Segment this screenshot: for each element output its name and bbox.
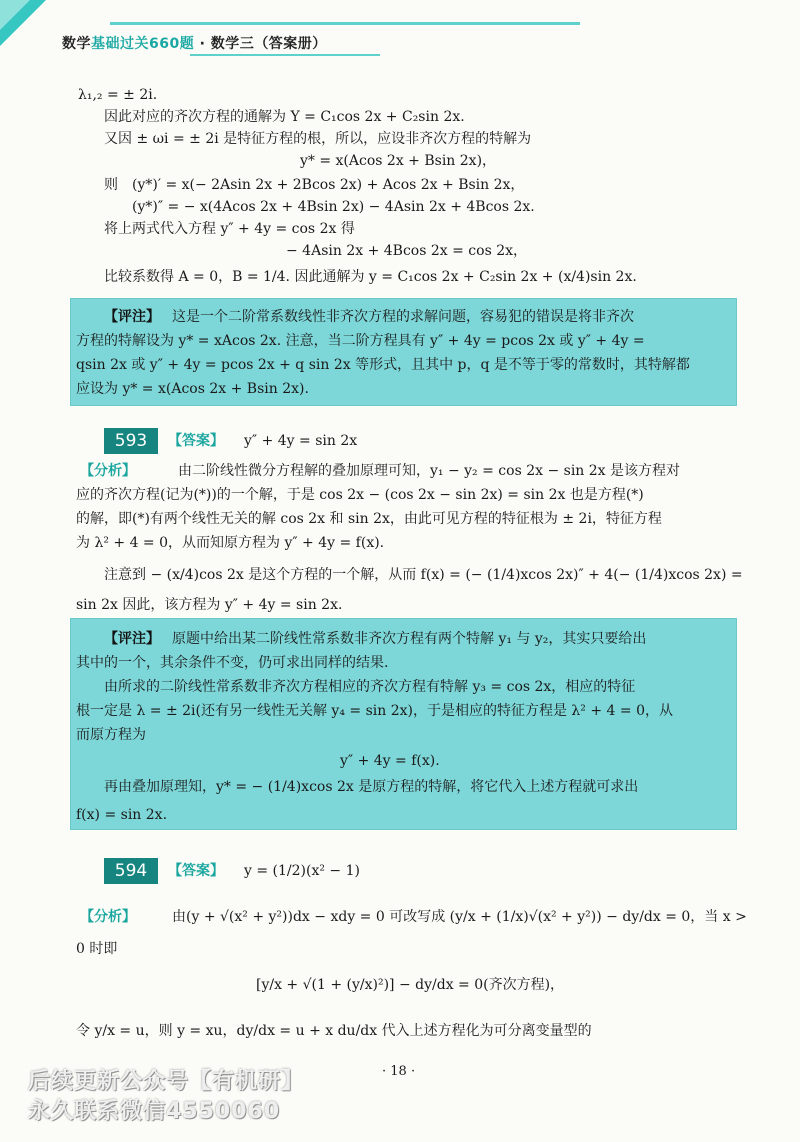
analysis-label: 【分析】	[80, 463, 136, 479]
corner-decoration-inner	[0, 0, 30, 30]
body-line: 则 (y*)′ = x(− 2Asin 2x + 2Bcos 2x) + Acos 2x + Bsin 2x，	[104, 177, 525, 193]
remark-line: 应设为 y* = x(Acos 2x + Bsin 2x).	[76, 381, 309, 397]
analysis-line: 由二阶线性微分方程解的叠加原理可知，y₁ − y₂ = cos 2x − sin 2x 是该方程对	[178, 463, 681, 479]
analysis-line: sin 2x 因此，该方程为 y″ + 4y = sin 2x.	[76, 597, 343, 613]
header-prefix: 数学	[62, 36, 91, 52]
analysis-line: 为 λ² + 4 = 0，从而知原方程为 y″ + 4y = f(x).	[76, 535, 385, 551]
watermark-line-2: 永久联系微信4550060	[28, 1099, 281, 1124]
problem-number-badge: 594	[104, 858, 158, 884]
analysis-line: 的解，即(*)有两个线性无关的解 cos 2x 和 sin 2x，由此可见方程的特征根为 ± 2i，特征方程	[76, 511, 662, 527]
header-rule-2	[190, 54, 380, 56]
body-line: 因此对应的齐次方程的通解为 Y = C₁cos 2x + C₂sin 2x.	[104, 109, 465, 125]
problem-number-badge: 593	[104, 428, 158, 454]
analysis-line: 应的齐次方程(记为(*))的一个解，于是 cos 2x − (cos 2x − sin 2x) = sin 2x 也是方程(*)	[76, 487, 644, 503]
analysis-line: 0 时即	[76, 941, 118, 957]
answer-text: y = (1/2)(x² − 1)	[244, 863, 360, 879]
remark-box	[70, 618, 737, 830]
remark-line: 而原方程为	[76, 727, 146, 743]
analysis-line: [y/x + √(1 + (y/x)²)] − dy/dx = 0(齐次方程)，	[256, 977, 565, 993]
remark-line: 再由叠加原理知，y* = − (1/4)xcos 2x 是原方程的特解，将它代入上述方程就可求出	[104, 779, 639, 795]
body-line: y* = x(Acos 2x + Bsin 2x)，	[300, 153, 497, 169]
analysis-line: 注意到 − (x/4)cos 2x 是这个方程的一个解，从而 f(x) = (− (1/4)xcos 2x)″ + 4(− (1/4)xcos 2x) =	[104, 567, 743, 583]
answer-label: 【答案】	[168, 863, 224, 879]
answer-label: 【答案】	[168, 433, 224, 449]
answer-text: y″ + 4y = sin 2x	[244, 433, 358, 449]
running-header	[62, 33, 327, 53]
remark-line: y″ + 4y = f(x).	[340, 753, 440, 769]
header-rule	[110, 22, 580, 25]
header-highlight: 基础过关660题	[91, 36, 195, 52]
body-line: − 4Asin 2x + 4Bcos 2x = cos 2x，	[286, 243, 528, 259]
header-subject: · 数学三	[194, 36, 255, 52]
remark-label: 【评注】	[104, 309, 160, 325]
remark-line: qsin 2x 或 y″ + 4y = pcos 2x + q sin 2x 等形式，且其中 p，q 是不等于零的常数时，其特解都	[76, 357, 690, 373]
body-line: 又因 ± ωi = ± 2i 是特征方程的根，所以，应设非齐次方程的特解为	[104, 131, 532, 147]
analysis-label: 【分析】	[80, 909, 136, 925]
body-line: λ₁,₂ = ± 2i.	[78, 87, 158, 103]
body-line: (y*)″ = − x(4Acos 2x + 4Bsin 2x) − 4Asin 2x + 4Bcos 2x.	[132, 199, 535, 215]
remark-line: f(x) = sin 2x.	[76, 807, 168, 823]
header-suffix: （答案册）	[254, 36, 327, 52]
remark-label: 【评注】	[104, 631, 160, 647]
remark-line: 原题中给出某二阶线性常系数非齐次方程有两个特解 y₁ 与 y₂，其实只要给出	[172, 631, 647, 647]
remark-line: 其中的一个，其余条件不变，仍可求出同样的结果.	[76, 655, 389, 671]
remark-line: 方程的特解设为 y* = xAcos 2x. 注意，当二阶方程具有 y″ + 4y = pcos 2x 或 y″ + 4y =	[76, 333, 645, 349]
body-line: 比较系数得 A = 0，B = 1/4. 因此通解为 y = C₁cos 2x + C₂sin 2x + (x/4)sin 2x.	[104, 269, 637, 285]
analysis-line: 令 y/x = u，则 y = xu，dy/dx = u + x du/dx 代入上述方程化为可分离变量型的	[76, 1023, 592, 1039]
page-number: · 18 ·	[382, 1064, 416, 1079]
remark-line: 由所求的二阶线性常系数非齐次方程相应的齐次方程有特解 y₃ = cos 2x，相应的特征	[104, 679, 636, 695]
remark-line: 根一定是 λ = ± 2i(还有另一线性无关解 y₄ = sin 2x)，于是相应的特征方程是 λ² + 4 = 0，从	[76, 703, 673, 719]
remark-line: 这是一个二阶常系数线性非齐次方程的求解问题，容易犯的错误是将非齐次	[172, 309, 634, 325]
watermark-line-1: 后续更新公众号【有机研】	[28, 1069, 305, 1094]
body-line: 将上两式代入方程 y″ + 4y = cos 2x 得	[104, 221, 355, 237]
analysis-line: 由(y + √(x² + y²))dx − xdy = 0 可改写成 (y/x + (1/x)√(x² + y²)) − dy/dx = 0，当 x >	[172, 909, 747, 925]
